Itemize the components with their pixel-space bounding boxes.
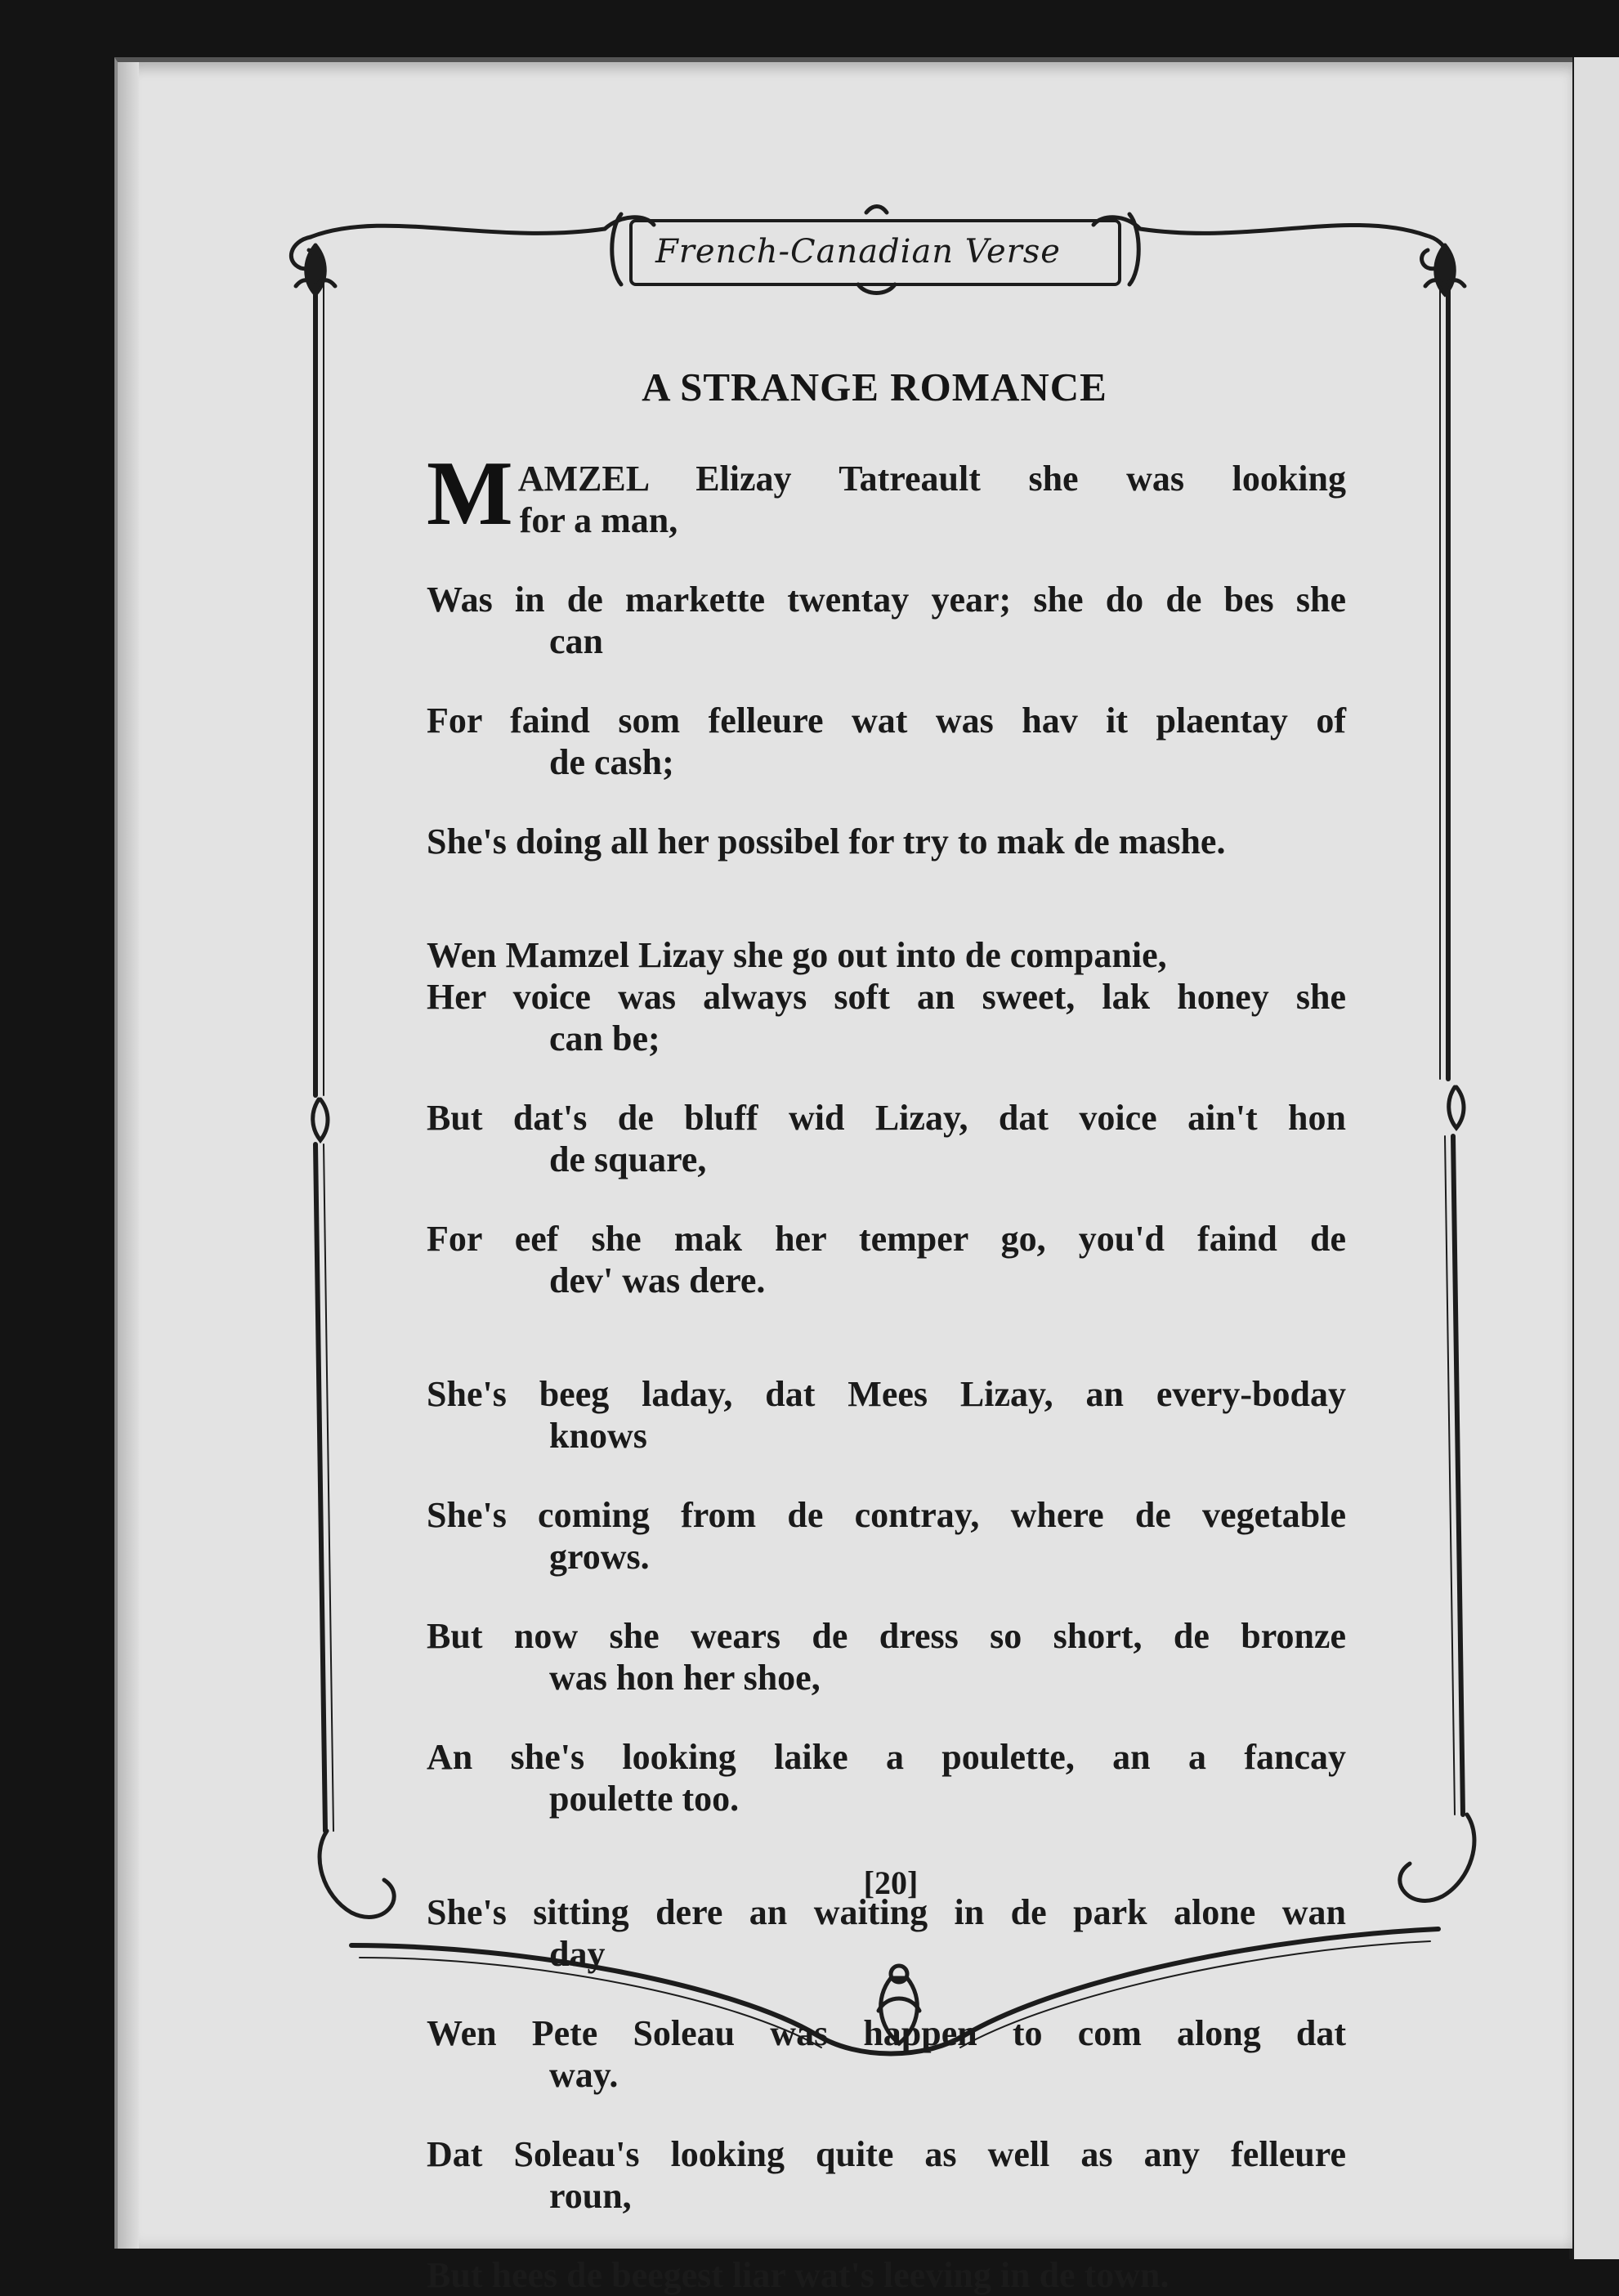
line-continuation: de square,: [549, 1139, 707, 1179]
poem-line: [427, 2254, 1346, 2296]
page-number: [20]: [863, 1864, 919, 1901]
poem-line: [427, 821, 1346, 862]
poem-line: [427, 1373, 1346, 1457]
poem-line: [427, 1494, 1346, 1578]
poem-line: [427, 1891, 1346, 1975]
poem-line: [427, 579, 1346, 662]
drop-cap: M: [427, 443, 513, 544]
stanza-3: [427, 1373, 1346, 1819]
line-text: But dat's de bluff wid Lizay, dat voice ain't hon: [427, 1098, 1346, 1138]
line-text: She's doing all her possibel for try to mak de mashe.: [427, 821, 1226, 862]
poem-line: [427, 700, 1346, 783]
line-text: AMZEL Elizay Tatreault she was looking: [517, 459, 1346, 499]
line-continuation: way.: [549, 2055, 619, 2095]
poem-line: [427, 2012, 1346, 2096]
line-text: She's coming from de contray, where de vegetable: [427, 1495, 1346, 1535]
line-text: For eef she mak her temper go, you'd faind de: [427, 1219, 1346, 1259]
line-text: She's sitting dere an waiting in de park alone wan: [427, 1892, 1346, 1932]
line-text: Wen Pete Soleau was happen to com along dat: [427, 2013, 1346, 2053]
poem-body: [427, 443, 1346, 2296]
first-line-text: [518, 458, 1346, 541]
running-header: French-Canadian Verse: [655, 233, 1061, 271]
line-text: An she's looking laike a poulette, an a fancay: [427, 1737, 1346, 1777]
line-continuation: can be;: [549, 1018, 660, 1058]
stanza-2: [427, 934, 1346, 1301]
line-continuation: can: [549, 621, 603, 661]
line-text: Her voice was always soft an sweet, lak honey she: [427, 977, 1346, 1017]
poem-line: [427, 976, 1346, 1059]
line-continuation: day: [549, 1934, 606, 1974]
line-continuation: dev' was dere.: [549, 1260, 766, 1300]
line-text: But now she wears de dress so short, de bronze: [427, 1616, 1346, 1656]
poem-line: [427, 1097, 1346, 1180]
line-text: Was in de markette twentay year; she do de bes she: [427, 580, 1346, 620]
poem-line: [427, 1615, 1346, 1699]
line-continuation: for a man,: [519, 500, 678, 540]
stanza-1: [427, 443, 1346, 862]
line-continuation: roun,: [549, 2176, 632, 2216]
poem-title: A STRANGE ROMANCE: [642, 365, 1107, 410]
line-continuation: knows: [549, 1416, 647, 1456]
stanza-4: [427, 1891, 1346, 2296]
line-text: Wen Mamzel Lizay she go out into de companie,: [427, 935, 1167, 975]
line-continuation: poulette too.: [549, 1779, 740, 1819]
line-text: But hees de beegest liar wat's leeving in de town.: [427, 2255, 1170, 2295]
line-text: She's beeg laday, dat Mees Lizay, an every-boday: [427, 1374, 1346, 1414]
line-continuation: grows.: [549, 1537, 650, 1577]
poem-line: [427, 2133, 1346, 2217]
poem-line: [427, 1218, 1346, 1301]
poem-line: [427, 443, 1346, 544]
poem-line: [427, 1736, 1346, 1819]
line-text: For faind som felleure wat was hav it plaentay of: [427, 700, 1346, 741]
line-text: Dat Soleau's looking quite as well as any felleure: [427, 2134, 1346, 2174]
line-continuation: was hon her shoe,: [549, 1658, 821, 1698]
line-continuation: de cash;: [549, 742, 674, 782]
poem-line: [427, 934, 1346, 976]
